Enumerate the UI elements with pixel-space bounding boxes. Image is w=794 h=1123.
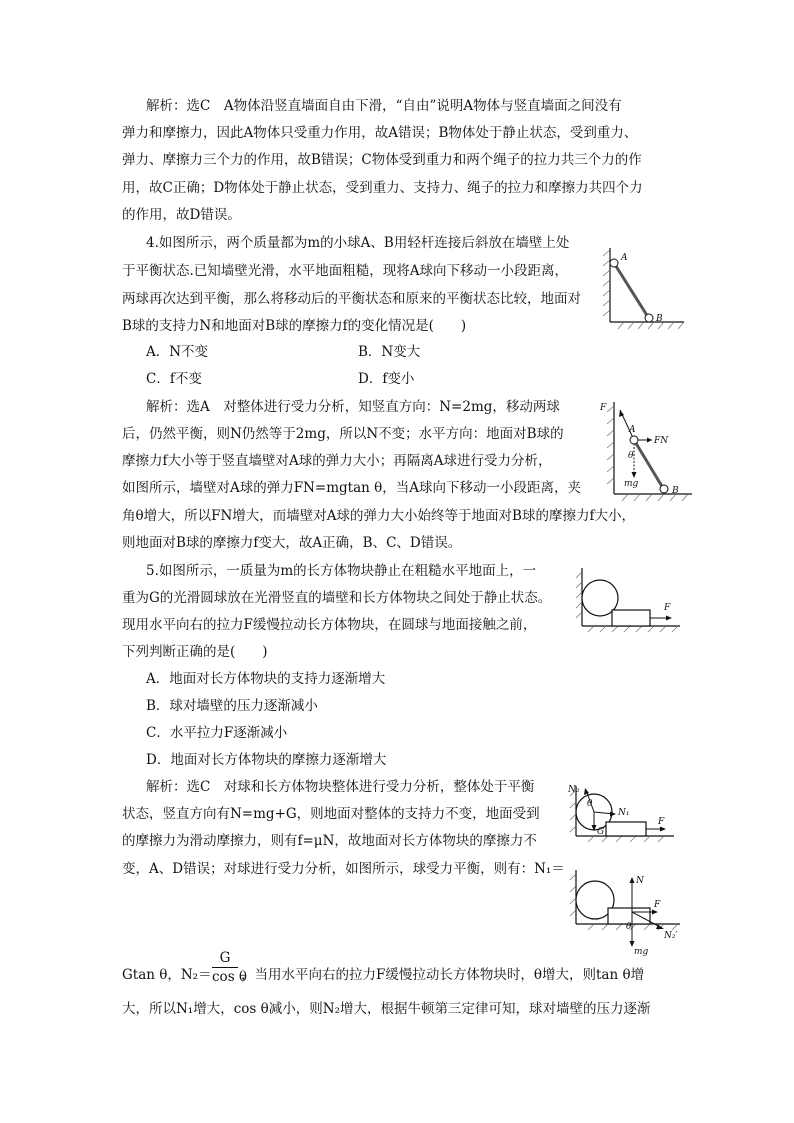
analysis3-line-1: 解析：选C A物体沿竖直墙面自由下滑，“自由”说明A物体与竖直墙面之间没有 <box>146 98 622 114</box>
q4-option-d: D．f变小 <box>358 371 415 387</box>
q5a2-label-n2prime: N₂′ <box>664 931 678 941</box>
q5a1-label-theta: θ <box>587 799 593 809</box>
q4-option-c: C．f不变 <box>146 371 202 387</box>
q4-option-a: A．N不变 <box>146 344 209 360</box>
q4a-fig-label-fn: FN <box>654 436 669 446</box>
q4-fig-label-b: B <box>656 314 663 324</box>
analysis4-line-2: 后，仍然平衡，则N仍然等于2mg，所以N不变；水平方向：地面对B球的 <box>122 426 564 442</box>
q5-line-2: 重为G的光滑圆球放在光滑竖直的墙壁和长方体物块之间处于静止状态。 <box>122 590 552 606</box>
q4a-fig-label-a: A <box>629 425 636 435</box>
analysis5-line-1: 解析：选C 对球和长方体物块整体进行受力分析，整体处于平衡 <box>146 779 535 795</box>
analysis5-line-6: 大，所以N₁增大，cos θ减小，则N₂增大，根据牛顿第三定律可知，球对墙壁的压力逐渐 <box>122 1001 651 1017</box>
q5a1-label-n1: N₁ <box>618 808 630 818</box>
q4a-fig-label-f: F <box>600 403 607 413</box>
analysis3-line-5: 的作用，故D错误。 <box>122 207 241 223</box>
q4a-fig-label-mg: mg <box>624 479 639 489</box>
q5-figure-ball-block <box>574 566 684 632</box>
analysis4-line-4: 如图所示，墙壁对A球的弹力FN=mgtan θ，当A球向下移动一小段距离，夹 <box>122 480 582 496</box>
q4-line-1: 4.如图所示，两个质量都为m的小球A、B用轻杆连接后斜放在墙壁上处 <box>146 235 570 251</box>
analysis5-line-5a: Gtan θ，N₂＝ <box>122 967 212 983</box>
q5-option-a: A．地面对长方体物块的支持力逐渐增大 <box>146 671 386 687</box>
analysis4-line-6: 则地面对B球的摩擦力f变大，故A正确，B、C、D错误。 <box>122 535 462 551</box>
q4-figure-wall-rod <box>600 246 686 330</box>
analysis3-line-2: 弹力和摩擦力，因此A物体只受重力作用，故A错误；B物体处于静止状态，受到重力、 <box>122 125 638 141</box>
q5a1-label-n2: N₂ <box>568 785 580 795</box>
analysis4-line-1: 解析：选A 对整体进行受力分析，知竖直方向：N=2mg，移动两球 <box>146 399 560 415</box>
analysis5-line-4: 变，A、D错误；对球进行受力分析，如图所示，球受力平衡，则有：N₁＝ <box>122 861 565 877</box>
q4-analysis-figure <box>598 398 694 502</box>
analysis5-line-5b: ，当用水平向右的拉力F缓慢拉动长方体物块时，θ增大，则tan θ增 <box>241 967 645 983</box>
q5a2-label-f: F <box>654 900 661 910</box>
q5-option-b: B．球对墙壁的压力逐渐减小 <box>146 698 318 714</box>
analysis3-line-3: 弹力、摩擦力三个力的作用，故B错误；C物体受到重力和两个绳子的拉力共三个力的作 <box>122 152 642 168</box>
q5-analysis-figure-1 <box>568 784 678 842</box>
q5a2-label-theta: θ <box>626 922 632 932</box>
q4-line-4: B球的支持力N和地面对B球的摩擦力f的变化情况是( ) <box>122 318 467 334</box>
q5-option-d: D．地面对长方体物块的摩擦力逐渐增大 <box>146 752 387 768</box>
analysis4-line-3: 摩擦力f大小等于竖直墙壁对A球的弹力大小；再隔离A球进行受力分析， <box>122 453 552 469</box>
q5-line-4: 下列判断正确的是( ) <box>122 644 268 660</box>
q5a1-label-g: G <box>597 827 605 837</box>
q4a-fig-label-b: B <box>672 486 679 496</box>
q5-analysis-figure-2 <box>568 866 686 956</box>
q5-option-c: C．水平拉力F逐渐减小 <box>146 725 288 741</box>
analysis3-line-4: 用，故C正确；D物体处于静止状态，受到重力、支持力、绳子的拉力和摩擦力共四个力 <box>122 180 643 196</box>
q4-fig-label-a: A <box>621 253 628 263</box>
q5a2-label-mg: mg <box>634 947 649 956</box>
q5a2-label-n: N <box>636 876 644 886</box>
fraction-bar <box>212 967 238 968</box>
fraction-numerator: G <box>219 950 231 966</box>
q5-line-1: 5.如图所示，一质量为m的长方体物块静止在粗糙水平地面上，一 <box>146 563 537 579</box>
q4-line-2: 于平衡状态.已知墙壁光滑，水平地面粗糙，现将A球向下移动一小段距离， <box>122 263 569 279</box>
q4a-fig-label-theta: θ <box>628 451 634 461</box>
q4-line-3: 两球再次达到平衡，那么将移动后的平衡状态和原来的平衡状态比较，地面对 <box>122 291 581 307</box>
analysis4-line-5: 角θ增大，所以FN增大，而墙壁对A球的弹力大小始终等于地面对B球的摩擦力f大小， <box>122 508 635 524</box>
fraction-denominator: cos θ <box>212 969 248 985</box>
analysis5-line-3: 的摩擦力为滑动摩擦力，则有f=μN，故地面对长方体物块的摩擦力不 <box>122 833 537 849</box>
q4-option-b: B．N变大 <box>358 344 421 360</box>
q5-line-3: 现用水平向右的拉力F缓慢拉动长方体物块，在圆球与地面接触之前， <box>122 617 537 633</box>
analysis5-line-2: 状态，竖直方向有N=mg+G，则地面对整体的支持力不变，地面受到 <box>122 806 540 822</box>
q5-fig-label-f: F <box>664 603 671 613</box>
fraction-g-over-cos-theta <box>212 950 248 988</box>
q5a1-label-f: F <box>658 817 665 827</box>
